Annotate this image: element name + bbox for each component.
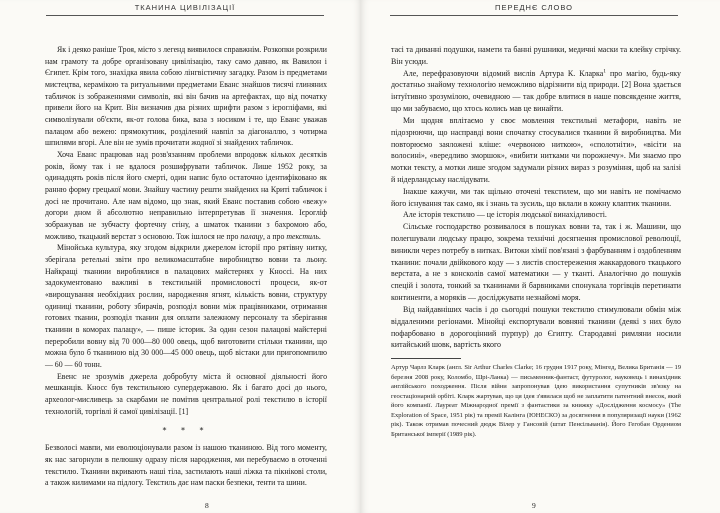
paragraph: Мінойська культура, яку згодом відкрили джерелом історії про рятівну нитку, зберігала ретельні звіти про великомасштабне виробництво вовни та льону. Найкращі тканини вироблялися в палацових майстернях у Кноссі. На них задокументовано важливі в текстильній промисловості процеси, як-от «вирощування необхідних рослин, народження ягнят, кількість вовни, структуру одиниці тканини, роботу збирачів, розподіл вовни між працівниками, отримання готових тканин, розподіл тканин для оплати залежному персоналу та зберігання тканини в коморах палацу», — пише історик. За один сезон палацові майстерні переробили вовну від 70 000—80 000 овець, щоб виготовити стільки тканини, що можна було б тканиною від 30 000—45 000 овець, щоб вістаки дли пригопомпилю — 60 — 60 тонн. — [45, 243, 327, 370]
footnotes — [391, 358, 681, 439]
footnote-marker[interactable]: 1 — [603, 67, 606, 74]
paragraph-text: Хоча Еванс працював над розв'язанням проблеми впродовж кількох десятків років, йому так і не вдалося розшифрувати табличок. Лише 1952 року, за одинадцять років після його смерті, один напис було остаточно ідентифіковано як ранню форму грецької мови. Знайшу частину решти знайдених на Криті табличок і досі не прочитано. Але нам відомо, що знак, який Еванс поставив собою «вежу» догори дном й абсолютно неправильно інтерпретував її значення. Ієрогліф зображував не зубчасту фортечну стіну, а шматок тканини з бахромою або, можливо, ткацький верстат з основою. Тож ішлося не про — [45, 150, 327, 241]
italic-word: текстиль — [286, 231, 319, 241]
paragraph: тасі та диванні подушки, намети та банні рушники, медичні маски та клейку стрічку. Він усюди. — [391, 45, 681, 66]
paragraph: Як і деяко раніше Троя, місто з легенд виявилося справжнім. Розкопки розкрили нам грамоту та добре організовану цивілізацію, таку само давню, як Вавилон і Єгипет. Крім того, знахідка явила собою лінгвістичну загадку. Разом із предметами мистецтва, керамікою та ритуальними предметами Еванс знайшов тисячі глиняних табличок із зображеннями символів, які він бачив на артефактах, що від початку привели його на Крит. Він визначив два різних шрифти разом з ієрогліфами, які символізували об'єкти, як-от голова бика, ваза з носиком і те, що Еванс уважав палацом або вежею: прямокутник, розділений навпіл за діагоналлю, з чотирма шпилями вгорі. Але він не зумів прочитати жодної зі знайдених табличок. — [45, 45, 327, 148]
left-running-head: ТКАНИНА ЦИВІЛІЗАЦІЇ — [46, 0, 324, 16]
paragraph: Хоча Еванс працював над розв'язанням проблеми впродовж кількох десятків років, йому так і не вдалося розшифрувати табличок. Лише 1952 року, за одинадцять років після його смерті, один напис було остаточно ідентифіковано як ранню форму грецької мови. Знайшу частину решти знайдених на Криті табличок і досі не прочитано. Але нам відомо, що знак, який Еванс поставив собою «вежу» догори дном й абсолютно неправильно інтерпретував її значення. Ієрогліф зображував не зубчасту фортечну стіну, а шматок тканини з бахромою або, можливо, ткацький верстат з основою. Тож ішлося не про палацу, а про текстиль. — [45, 150, 327, 241]
paragraph: Евенс не зрозумів джерела добробуту міста й основної діяльності його мешканців. Кносс був текстильною супердержавою. Як і багато досі до нього, археолог-мисливець за скарбами не помітив центральної ролі текстилю в історії технологій, торгівлі й самої цивілізації. [1] — [45, 371, 327, 416]
paragraph-text: Але, перефразовуючи відомий вислів Артура К. Кларка — [403, 68, 604, 78]
italic-word: палацу — [240, 231, 263, 241]
section-break-stars: * * * — [162, 425, 210, 435]
paragraph — [391, 68, 681, 115]
right-running-head: ПЕРЕДНЄ СЛОВО — [390, 0, 678, 16]
paragraph: Сільське господарство розвивалося в пошуках вовни та, так і ж. Машини, що полегшували людську працю, зокрема технічні досягнення промислової революції, виникли через потребу в нитках. Витоки хімії пов'язані з фарбуванням і оздобленням тканини: почали двійкового коду — з листів спостереження жаккардового ткацького верстата, а не з консколів самої математики — у тканті. Аналогічно до пошуків спецій і золота, тонкий за тканинами й барвниками спонукала торгівців перетинати континенти, а моряків — досліджувати незнайомі моря. — [391, 222, 681, 303]
paragraph: Але історія текстилю — це історія людської винахідливості. — [403, 210, 607, 220]
right-page — [361, 0, 720, 513]
paragraph: Від найдавніших часів і до сьогодні пошуки текстилю стимулювали обмін між віддаленими регіонами. Мінойці експортували вовняні тканини (деякі з них було пофарбовано в дорогоцінний пурпур) до Єгипту. Стародавні римляни носили китайський шовк, вартість якого — [391, 304, 681, 350]
paragraph: Інакше кажучи, ми так щільно оточені текстилем, що ми навіть не помічаємо його існування так само, як і знань та зусиль, що вклали в кожну клаптик тканини. — [391, 186, 681, 208]
footnote-rule — [391, 358, 461, 359]
page-number: 8 — [205, 501, 209, 510]
paragraph: Ми щодня вплітаємо у своє мовлення текстильні метафори, навіть не підозрюючи, що насправді вони спочатку стосувалися тканини й виробництва. Ми повторюємо заяложені кліше: «червоною ниткою», «сполотніти», «вісіти на волосині», «вередливо зморшок», «вибити нитками чи порожнечу». Ми знаємо про мотки тексту, а мотки лише згодом задумали різних вираз з розуміння, щоб на залізі й нідерландську наслідувати. — [391, 115, 681, 184]
paragraph: Безволосі мавпи, ми еволюціонували разом із нашою тканиною. Від того моменту, як нас загорнули в пелюшку одразу після народження, ми перебуваємо в оточенні текстилю. Тканини вкривають наші тіла, застилають наші ліжка та пікнікові столи, а також килимами на підлогу. Текстиль дає нам паски безпеки, тенти та шини. — [45, 443, 327, 488]
page-number: 9 — [532, 501, 536, 510]
right-text-column — [391, 44, 681, 351]
footnote: Артур Чарлз Кларк (англ. Sir Arthur Charles Clarke; 16 грудня 1917 року, Мінгед, Велика Британія — 19 березня 2008 року, Коломбо, Шрі-Ланка) — письменник-фантаст, футуролог, науковець і винахідник англійського походження. Після війни запропонував ідею використання супутників зв'язку на геостаціонарній орбіті. Кларк жартував, що ця ідея з'явилася щоб не заплатити патентний внесок, який його компанії. Лауреат Міжнародної премії з фантастики за книжку «Дослідження космосу» (The Exploration of Space, 1951 рік) та премії Калінга (ЮНЕСКО) за досягнення в популяризації науки (1962 рік). Також отримав почесний дюдж Вілер у Гансовій (штат Пенсільванія). Його Гегобан Ордениом Британської імперії (1989 рік). — [391, 364, 681, 438]
left-text-column — [45, 44, 327, 489]
punctuation: . — [318, 231, 321, 241]
paragraph-text: про магію, будь-яку достатньо знайому технологію неможливо відрізнити від природи. [2] Вона здається інтуїтивно зрозумілою, очевидною — так добре влитися в наше повсякденне життя, що ми забуваємо, що хтось колись мав це винайти. — [391, 68, 682, 114]
